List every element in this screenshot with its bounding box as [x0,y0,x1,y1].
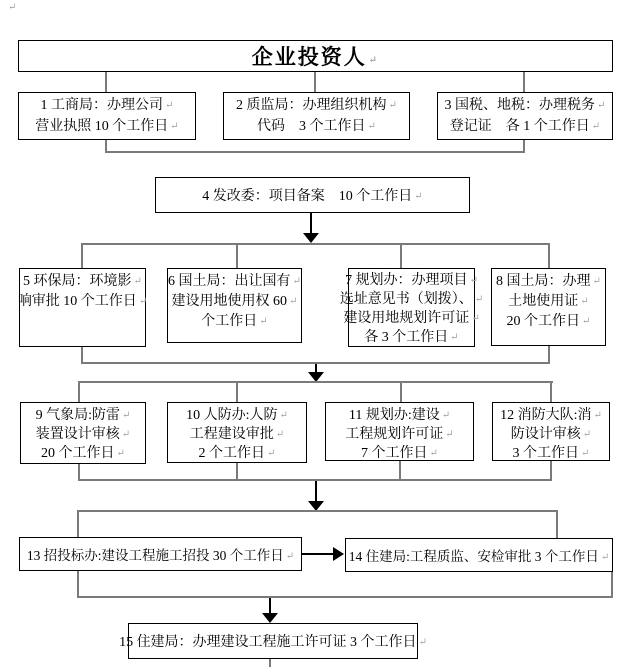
flow-box-13 [19,537,302,571]
flow-box-2 [223,92,410,140]
box-11-line-3: 7 个工作日 ↵ [361,444,438,463]
box-3-line-2: 登记证 各 1 个工作日 ↵ [450,116,600,137]
box-7-line-3: 建设用地规划许可证 ↵ [343,309,479,328]
box-10-line-2: 工程建设审批 ↵ [190,425,284,444]
box-7-line-4: 各 3 个工作日 ↵ [364,328,458,347]
box-6-line-1: 6 国土局：出让国有 ↵ [168,272,301,292]
connector-row4-distribution-line [77,510,558,512]
connector-title-box3 [523,72,525,92]
box-9-line-1: 9 气象局:防雷 ↵ [36,406,131,425]
connector-box11-down [399,461,401,481]
connector-drop-box13 [77,510,79,537]
box-2-line-1: 2 质监局：办理组织机构 ↵ [236,95,397,116]
arrow-row3-down-line [315,481,317,502]
box-11-line-2: 工程规划许可证 ↵ [345,425,453,444]
box-12-line-3: 3 个工作日 ↵ [513,444,590,463]
arrow-box4-down-line [310,213,312,235]
flow-box-5 [19,268,146,347]
flow-box-6 [167,268,302,343]
connector-drop-box7 [400,243,402,268]
connector-drop-box9 [78,381,80,402]
box-6-line-2: 建设用地使用权 60 ↵ [172,292,298,312]
flow-box-3 [437,92,613,140]
arrow-box13-box14-line [302,553,333,555]
box-10-line-3: 2 个工作日 ↵ [199,444,276,463]
box-6-line-3: 个工作日 ↵ [201,312,267,332]
connector-box13-down [77,571,79,598]
connector-drop-box6 [236,243,238,268]
connector-drop-box14 [556,510,558,538]
box-10-line-1: 10 人防办:人防 ↵ [186,406,288,425]
box-11-line-1: 11 规划办:建设 ↵ [349,406,450,425]
box-12-line-1: 12 消防大队:消 ↵ [500,406,602,425]
box-5-line-2: 响审批 10 个工作日 ↵ [18,292,147,312]
box-9-line-2: 装置设计审核 ↵ [36,425,130,444]
connector-title-box1 [105,72,107,92]
box-1-line-1: 1 工商局：办理公司 ↵ [41,95,174,116]
box-2-line-2: 代码 3 个工作日 ↵ [257,116,376,137]
paragraph-mark: ↵ [8,2,17,13]
connector-drop-box8 [548,243,550,268]
connector-box15-bottom-stub [269,659,271,667]
flow-box-9 [20,402,146,464]
box-8-line-1: 8 国土局：办理 ↵ [496,272,601,292]
box-13-line-1: 13 招投标办:建设工程施工招投 30 个工作日 ↵ [27,544,294,564]
connector-box14-down [611,572,613,598]
flow-box-14 [345,538,613,572]
box-5-line-1: 5 环保局：环境影 ↵ [23,272,142,292]
connector-drop-box12 [550,381,552,402]
connector-box12-down [550,461,552,481]
arrow-box13-box14-head [333,547,344,561]
title-box [18,40,613,72]
arrow-box15-down-line [269,598,271,614]
flow-box-11 [325,402,474,461]
connector-drop-box5 [81,243,83,268]
box-12-line-2: 防设计审核 ↵ [511,425,591,444]
flow-box-1 [18,92,196,140]
box-15-line-1: 15 住建局：办理建设工程施工许可证 3 个工作日 ↵ [119,631,427,651]
connector-row2-distribution-line [81,243,550,245]
connector-title-box2 [314,72,316,92]
connector-drop-box10 [236,381,238,402]
connector-row3-distribution-line [78,381,553,383]
connector-drop-box11 [400,381,402,402]
box-14-line-1: 14 住建局:工程质监、安检审批 3 个工作日 ↵ [349,545,610,565]
title-text: 企业投资人 ↵ [252,41,379,71]
box-1-line-2: 营业执照 10 个工作日 ↵ [35,116,178,137]
flow-box-10 [167,402,307,463]
box-8-line-3: 20 个工作日 ↵ [507,312,591,332]
connector-row1-merge-line [105,151,525,153]
flow-box-15 [119,623,418,659]
flow-box-8 [491,268,606,346]
box-3-line-1: 3 国税、地税：办理税务 ↵ [445,95,606,116]
box-7-line-1: 7 规划办：办理项目 ↵ [345,271,478,290]
flow-box-12 [492,402,610,461]
box-8-line-2: 土地使用证 ↵ [508,292,588,312]
arrow-box15-down-head [262,613,278,623]
flow-box-4 [155,177,470,213]
box-7-line-2: 选址意见书（划拨）、 ↵ [340,290,483,309]
arrow-box4-down-head [303,233,319,243]
flow-box-7 [339,268,475,347]
connector-bottom-merge-line [77,596,613,598]
box-4-line-1: 4 发改委：项目备案 10 个工作日 ↵ [202,185,422,205]
box-9-line-3: 20 个工作日 ↵ [41,444,125,463]
